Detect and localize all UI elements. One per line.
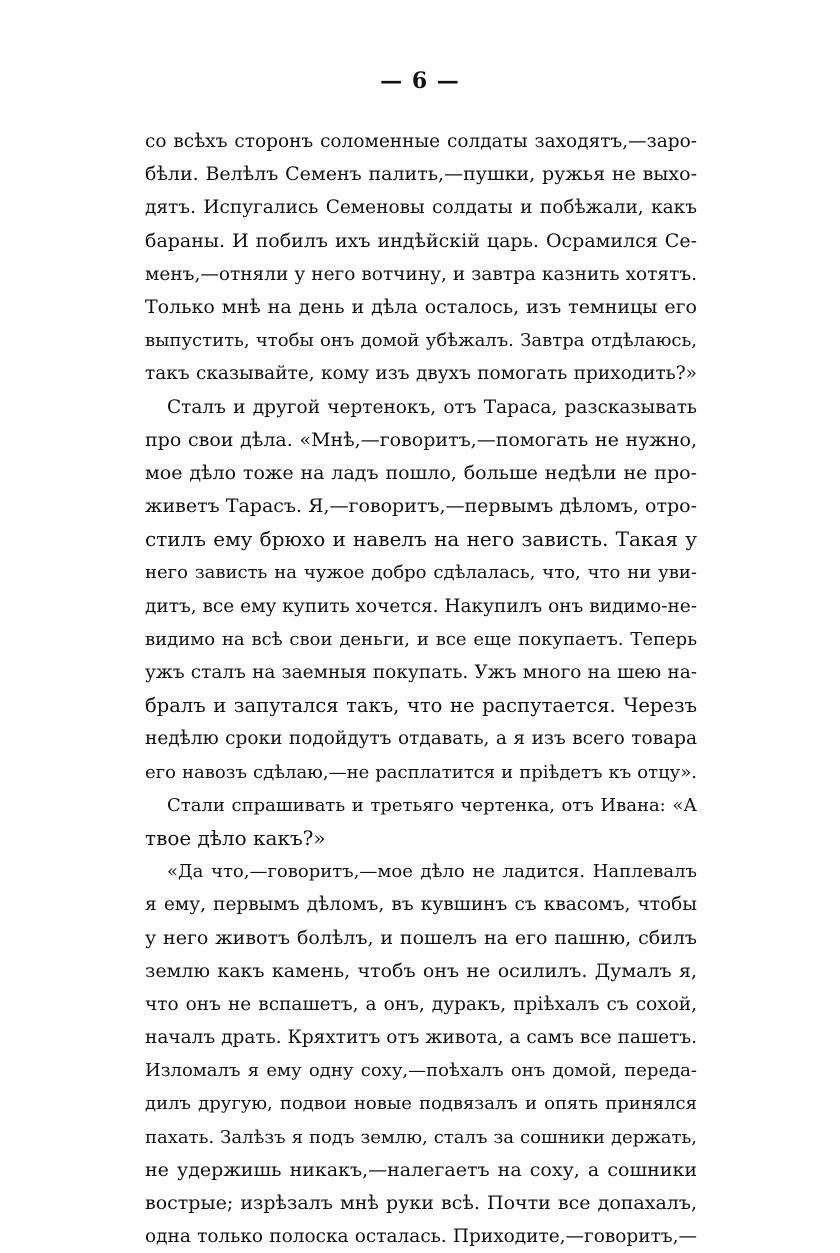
text-line: твое дѣло какъ?» <box>145 825 326 850</box>
text-line: началъ драть. Кряхтитъ отъ живота, а самъ все пашетъ. <box>145 1027 697 1049</box>
text-line: него зависть на чужое добро сдѣлалась, что, что ни уви- <box>145 562 697 584</box>
text-line: менъ,—отняли у него вотчину, и завтра казнить хотятъ. <box>145 263 697 285</box>
text-line: «Да что,—говоритъ,—мое дѣло не ладится. Наплевалъ <box>167 861 697 883</box>
text-line: живетъ Тарасъ. Я,—говоритъ,—первымъ дѣломъ, отро- <box>145 495 697 518</box>
text-line: бараны. И побилъ ихъ индѣйскій царь. Осрамился Се- <box>145 229 697 252</box>
text-line: Изломалъ я ему одну соху,—поѣхалъ онъ домой, переда- <box>145 1060 697 1082</box>
text-line: стилъ ему брюхо и навелъ на него зависть. Такая у <box>145 527 697 552</box>
text-line: у него животъ болѣлъ, и пошелъ на его пашню, сбилъ <box>145 926 697 949</box>
page-number: — 6 — <box>380 68 460 94</box>
text-line: дятъ. Испугались Семеновы солдаты и побѣжали, какъ <box>145 197 697 219</box>
text-line: такъ сказывайте, кому изъ двухъ помогать приходить?» <box>145 363 697 385</box>
text-line: бѣли. Велѣлъ Семенъ палить,—пушки, ружья не выхо- <box>145 163 697 186</box>
text-body <box>145 125 697 1253</box>
text-line: со всѣхъ сторонъ соломенные солдаты заходятъ,—заро- <box>145 131 697 152</box>
text-line: недѣлю сроки подойдутъ отдавать, а я изъ всего товара <box>145 728 697 750</box>
text-line: его навозъ сдѣлаю,—не расплатится и пріѣдетъ къ отцу». <box>145 761 697 783</box>
text-line: мое дѣло тоже на ладъ пошло, больше недѣли не про- <box>145 461 697 484</box>
text-line: дилъ другую, подвои новые подвязалъ и опять принялся <box>145 1093 697 1115</box>
text-line: пахать. Залѣзъ я подъ землю, сталъ за сошники держать, <box>145 1126 697 1148</box>
text-line: Только мнѣ на день и дѣла осталось, изъ темницы его <box>145 295 697 318</box>
text-line: не удержишь никакъ,—налегаетъ на соху, а сошники <box>145 1158 697 1181</box>
text-line: Стали спрашивать и третьяго чертенка, отъ Ивана: «А <box>167 794 697 816</box>
text-line: видимо на всѣ свои деньги, и все еще покупаетъ. Теперь <box>145 628 697 650</box>
text-line: вострые; изрѣзалъ мнѣ руки всѣ. Почти все допахалъ, <box>145 1192 697 1214</box>
text-line: дитъ, все ему купить хочется. Накупилъ онъ видимо-не- <box>145 595 697 617</box>
text-line: Сталъ и другой чертенокъ, отъ Тараса, разсказывать <box>167 396 697 418</box>
text-line: я ему, первымъ дѣломъ, въ кувшинъ съ квасомъ, чтобы <box>145 894 697 916</box>
text-line: ужъ сталъ на заемныя покупать. Ужъ много на шею на- <box>145 662 697 683</box>
text-line: выпустить, чтобы онъ домой убѣжалъ. Завтра отдѣлаюсь, <box>145 330 697 352</box>
text-line: одна только полоска осталась. Приходите,—говоритъ,— <box>145 1226 697 1248</box>
text-line: бралъ и запутался такъ, что не распутается. Черезъ <box>145 694 697 718</box>
text-line: землю какъ камень, чтобъ онъ не осилилъ. Думалъ я, <box>145 959 697 982</box>
text-line: про свои дѣла. «Мнѣ,—говоритъ,—помогать не нужно, <box>145 428 697 451</box>
text-line: что онъ не вспашетъ, а онъ, дуракъ, пріѣхалъ съ сохой, <box>145 993 697 1015</box>
